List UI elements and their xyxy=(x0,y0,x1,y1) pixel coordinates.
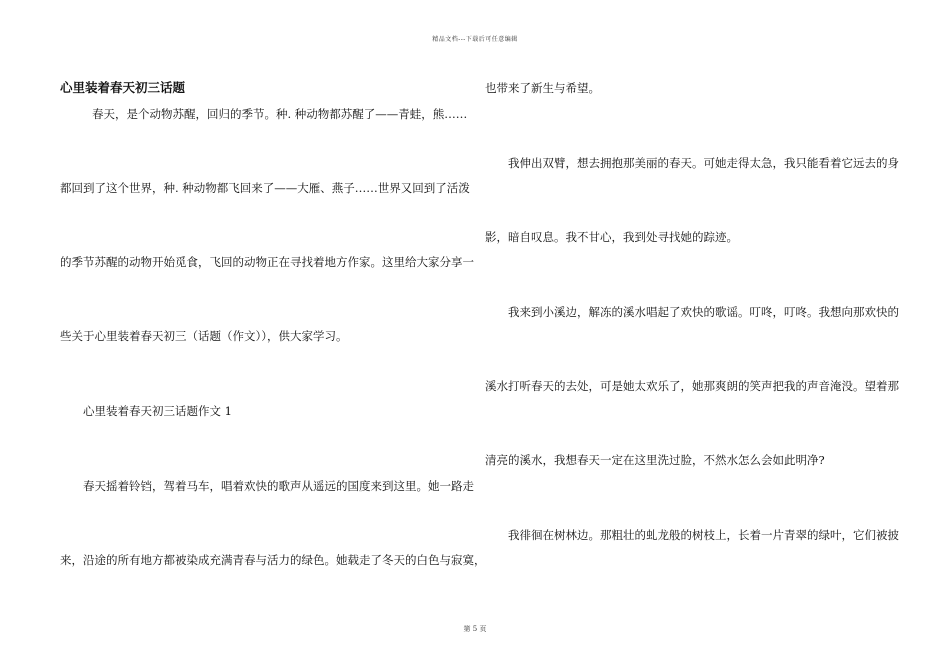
document-title: 心里装着春天初三话题 xyxy=(60,80,186,95)
paragraph-line: 春天摇着铃铛，驾着马车，唱着欢快的歌声从遥远的国度来到这里。她一路走 xyxy=(83,479,474,493)
paragraph-line: 的季节苏醒的动物开始觅食，飞回的动物正在寻找着地方作家。这里给大家分享一 xyxy=(60,255,474,269)
paragraph-line: 我徘徊在树林边。那粗壮的虬龙般的树枝上，长着一片青翠的绿叶，它们被披 xyxy=(508,528,899,542)
section-heading: 心里装着春天初三话题作文 1 xyxy=(83,404,232,418)
paragraph-line: 清亮的溪水，我想春天一定在这里洗过脸，不然水怎么会如此明净? xyxy=(485,453,825,467)
paragraph-line: 影，暗自叹息。我不甘心，我到处寻找她的踪迹。 xyxy=(485,230,738,244)
paragraph-line: 也带来了新生与希望。 xyxy=(485,81,600,95)
page-number: 第 5 页 xyxy=(463,625,487,633)
paragraph-line: 溪水打听春天的去处，可是她太欢乐了，她那爽朗的笑声把我的声音淹没。望着那 xyxy=(485,379,899,393)
paragraph-line: 我伸出双臂，想去拥抱那美丽的春天。可她走得太急，我只能看着它远去的身 xyxy=(508,156,899,170)
page-header: 精品文档---下载后可任意编辑 xyxy=(432,36,518,43)
paragraph-line: 都回到了这个世界，种. 种动物都飞回来了——大雁、燕子……世界又回到了活泼 xyxy=(60,181,470,195)
paragraph-line: 春天，是个动物苏醒，回归的季节。种. 种动物都苏醒了——青蛙，熊…… xyxy=(92,107,468,121)
paragraph-line: 我来到小溪边，解冻的溪水唱起了欢快的歌谣。叮咚，叮咚。我想向那欢快的 xyxy=(508,305,899,319)
paragraph-line: 来，沿途的所有地方都被染成充满青春与活力的绿色。她载走了冬天的白色与寂寞， xyxy=(60,553,486,567)
paragraph-line: 些关于心里装着春天初三（话题（作文）），供大家学习。 xyxy=(60,329,348,343)
